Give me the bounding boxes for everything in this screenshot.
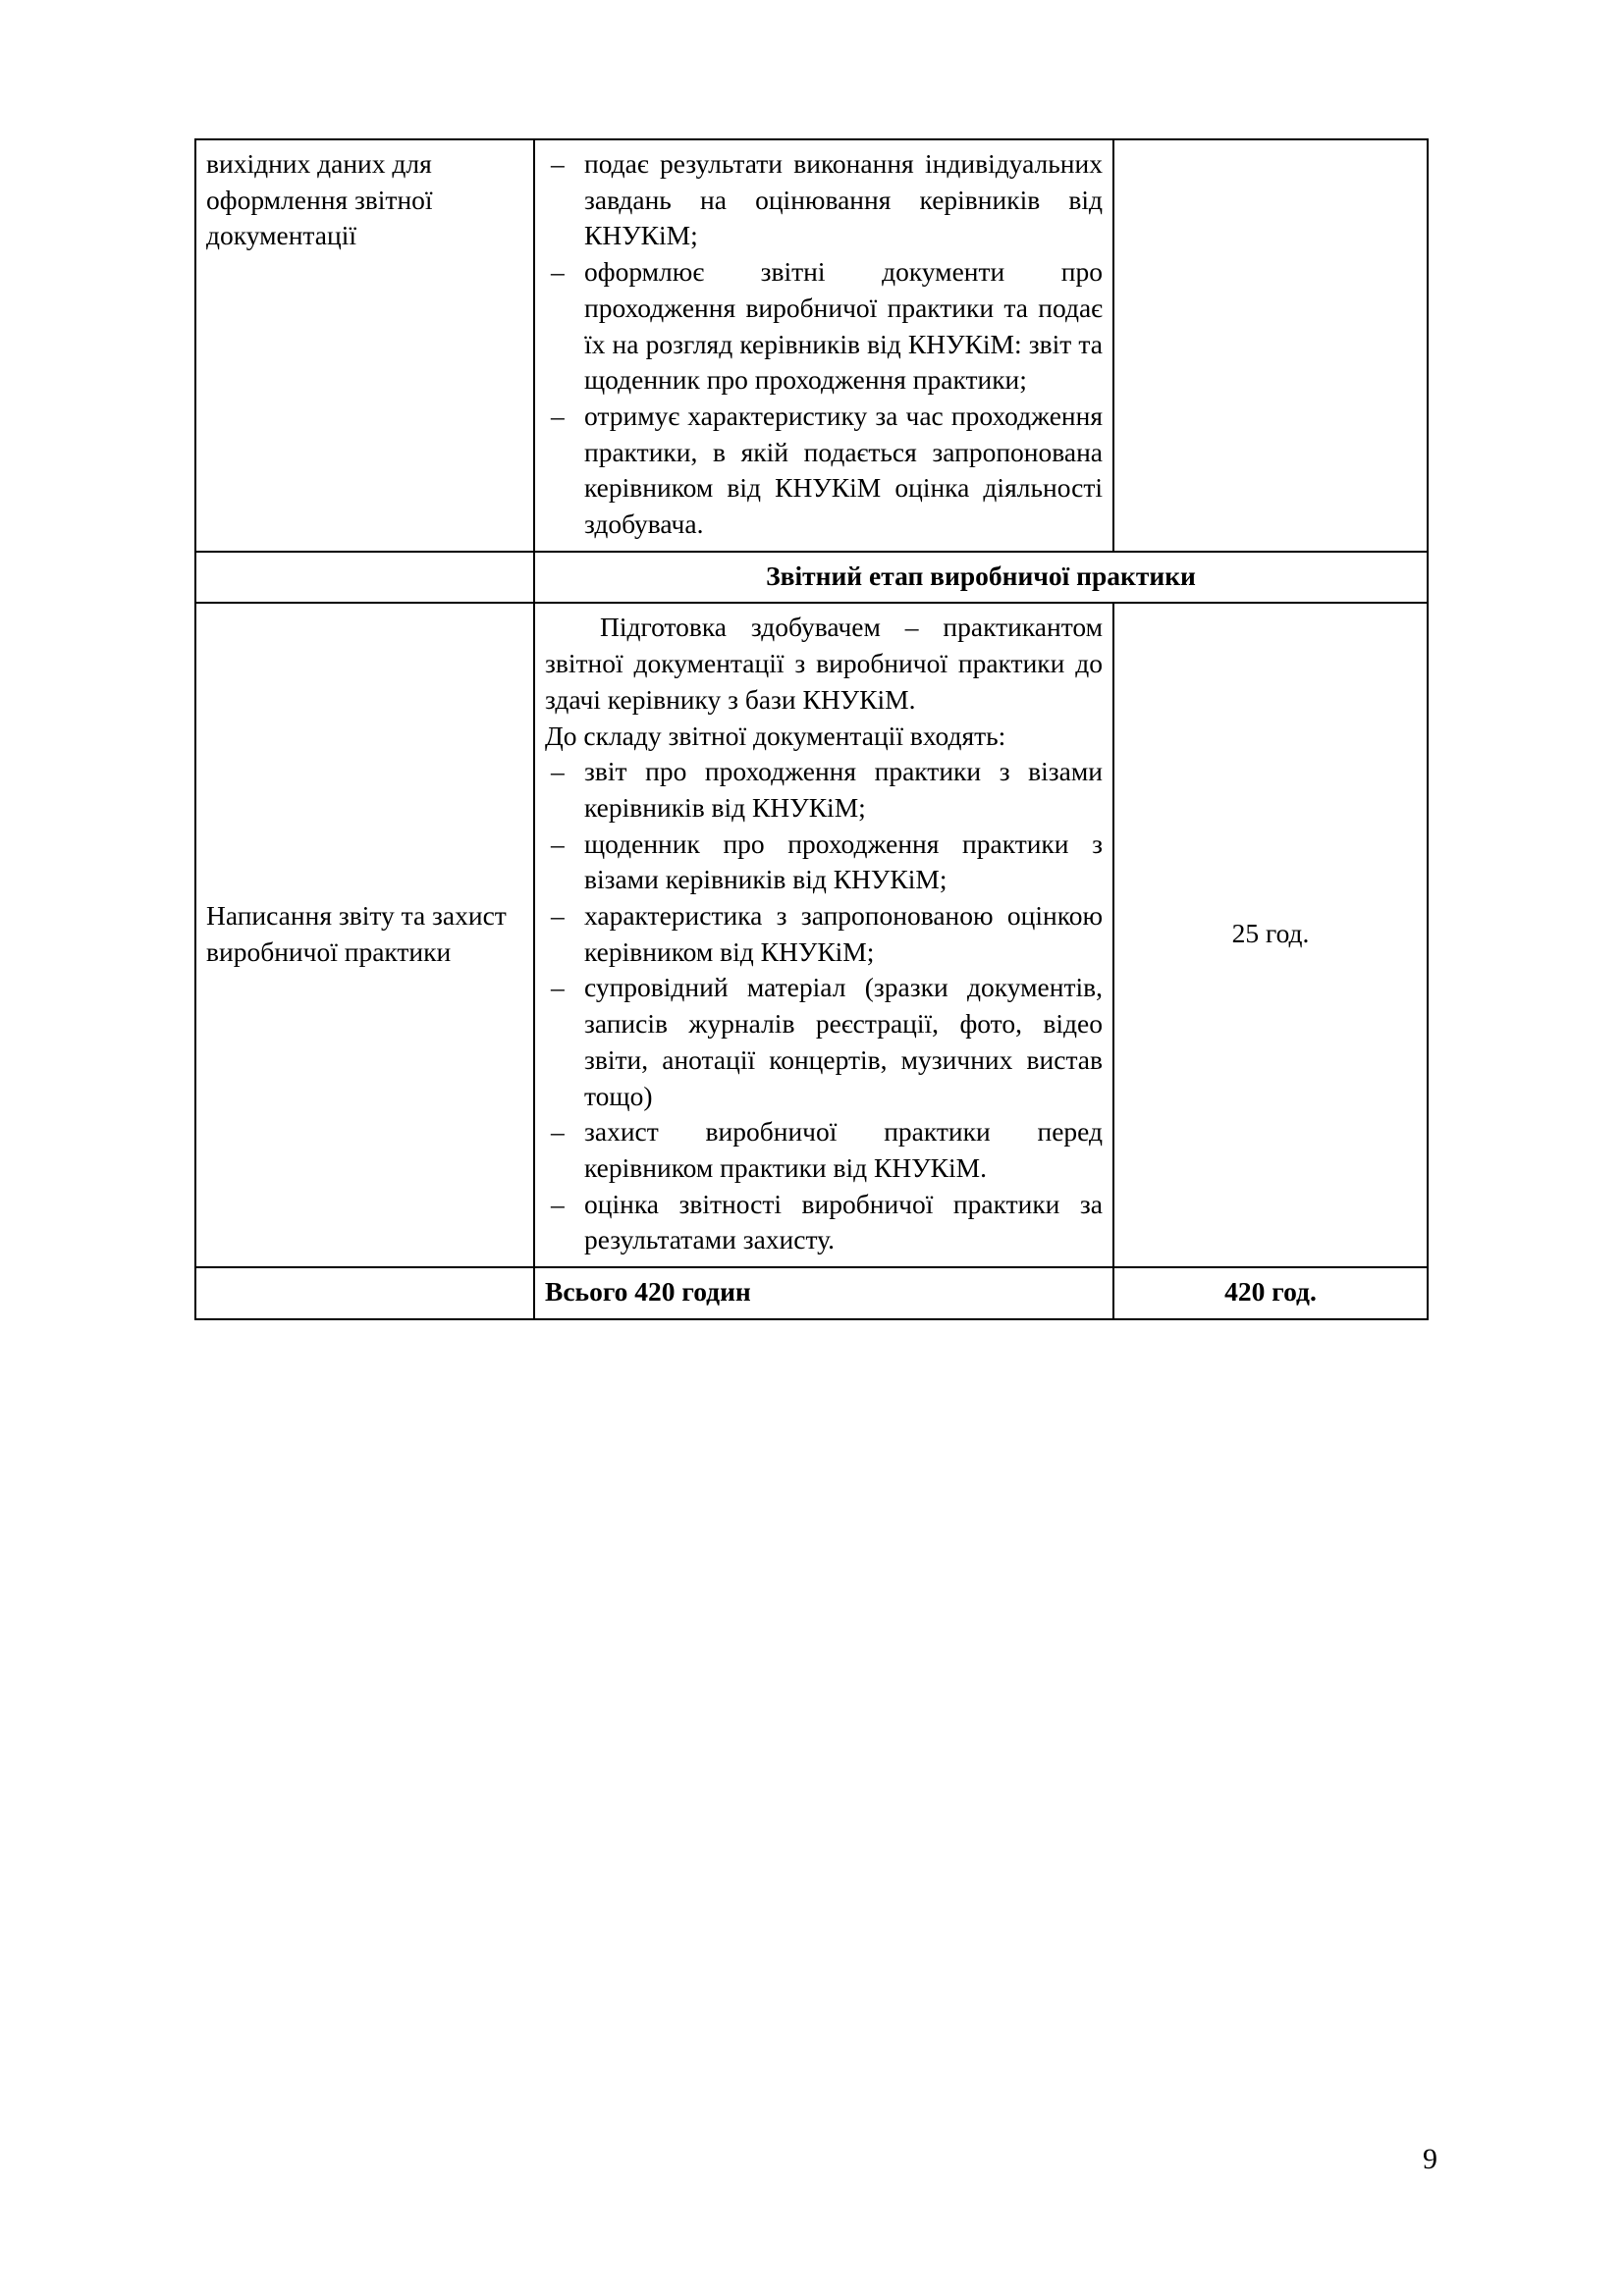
dash-bullet-icon: – bbox=[551, 1188, 565, 1219]
bullet-list bbox=[545, 754, 1103, 1258]
list-item-text: подає результати виконання індивідуальних завдань на оцінювання керівників від КНУКіМ; bbox=[584, 148, 1103, 251]
dash-bullet-icon: – bbox=[551, 1116, 565, 1148]
list-item-text: захист виробничої практики перед керівником практики від КНУКіМ. bbox=[584, 1116, 1103, 1183]
list-item bbox=[545, 1187, 1103, 1258]
dash-bullet-icon: – bbox=[551, 828, 565, 859]
dash-bullet-icon: – bbox=[551, 756, 565, 787]
table-row bbox=[195, 603, 1428, 1267]
list-item-text: оцінка звітності виробничої практики за результатами захисту. bbox=[584, 1188, 1103, 1255]
list-item-text: оформлює звітні документи про проходження виробничої практики та подає їх на розгляд керівників від КНУКіМ: звіт та щоденник про проходження практики; bbox=[584, 256, 1103, 396]
total-hours-text: 420 год. bbox=[1224, 1276, 1317, 1308]
hours-cell bbox=[1113, 139, 1428, 552]
list-item-text: отримує характеристику за час проходження практики, в якій подається запропонована керівником від КНУКіМ оцінка діяльності здобувача. bbox=[584, 400, 1103, 540]
intro-paragraph: До складу звітної документації входять: bbox=[545, 720, 1006, 751]
list-item-text: характеристика з запропонованою оцінкою керівником від КНУКіМ; bbox=[584, 900, 1103, 967]
stage-label-cell bbox=[195, 603, 534, 1267]
table-row bbox=[195, 552, 1428, 604]
list-item bbox=[545, 898, 1103, 970]
list-item bbox=[545, 1114, 1103, 1186]
section-title-text: Звітний етап виробничої практики bbox=[766, 560, 1196, 591]
list-item bbox=[545, 146, 1103, 254]
stage-label-text: Написання звіту та захист виробничої практики bbox=[206, 900, 507, 967]
bullet-list bbox=[545, 146, 1103, 543]
intro-paragraph: Підготовка здобувачем – практикантом звітної документації з виробничої практики до здачі керівнику з бази КНУКіМ. bbox=[545, 612, 1103, 715]
page-number: 9 bbox=[1423, 2143, 1437, 2175]
list-item bbox=[545, 254, 1103, 399]
dash-bullet-icon: – bbox=[551, 900, 565, 932]
list-item-text: супровідний матеріал (зразки документів, записів журналів реєстрації, фото, відео звіти, анотації концертів, музичних вистав тощо) bbox=[584, 972, 1103, 1111]
empty-cell bbox=[195, 552, 534, 604]
total-label-text: Всього 420 годин bbox=[545, 1276, 751, 1308]
dash-bullet-icon: – bbox=[551, 256, 565, 288]
stage-label-text: вихідних даних для оформлення звітної документації bbox=[206, 148, 433, 251]
table bbox=[194, 138, 1429, 1320]
internship-schedule-table bbox=[194, 138, 1427, 1320]
empty-cell bbox=[195, 1267, 534, 1319]
list-item bbox=[545, 827, 1103, 898]
list-item-text: звіт про проходження практики з візами керівників від КНУКіМ; bbox=[584, 756, 1103, 823]
list-item bbox=[545, 970, 1103, 1114]
dash-bullet-icon: – bbox=[551, 148, 565, 179]
dash-bullet-icon: – bbox=[551, 400, 565, 431]
total-label-cell bbox=[534, 1267, 1113, 1319]
list-item bbox=[545, 399, 1103, 543]
table-row bbox=[195, 139, 1428, 552]
hours-text: 25 год. bbox=[1231, 918, 1310, 949]
list-item bbox=[545, 754, 1103, 826]
total-hours-cell bbox=[1113, 1267, 1428, 1319]
stage-label-cell bbox=[195, 139, 534, 552]
list-item-text: щоденник про проходження практики з візами керівників від КНУКіМ; bbox=[584, 828, 1103, 895]
hours-cell bbox=[1113, 603, 1428, 1267]
dash-bullet-icon: – bbox=[551, 972, 565, 1003]
section-header-cell bbox=[534, 552, 1428, 604]
table-row bbox=[195, 1267, 1428, 1319]
stage-content-cell bbox=[534, 603, 1113, 1267]
stage-content-cell bbox=[534, 139, 1113, 552]
